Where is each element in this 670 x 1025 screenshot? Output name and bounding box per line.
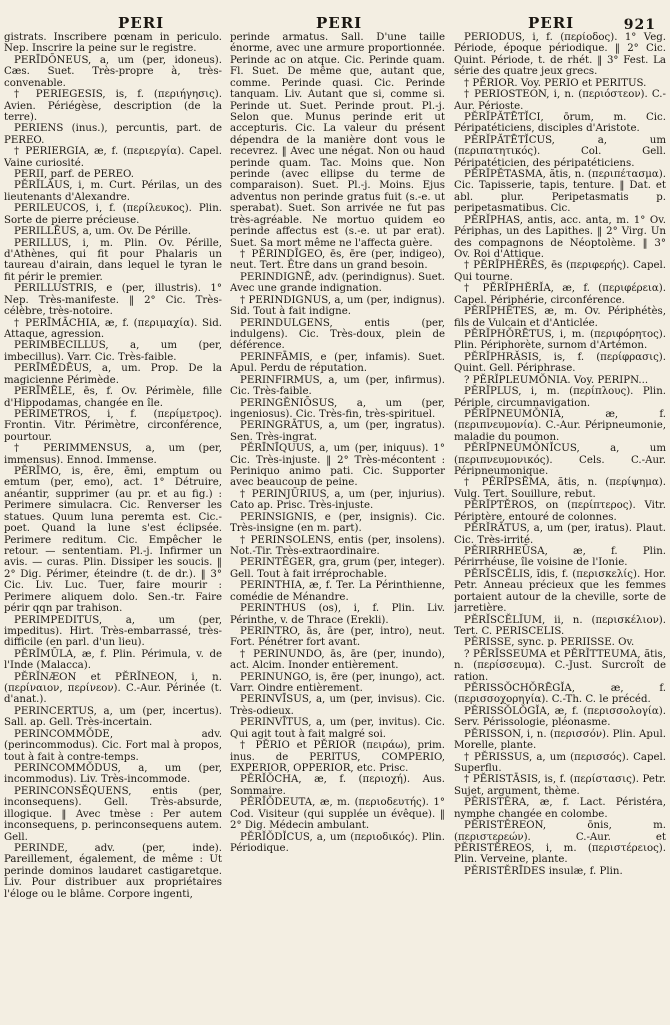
dictionary-entry: PERINVĪTUS, a, um (per, invitus). Cic. Qui agit tout à fait malgré soi. — [230, 717, 445, 740]
dictionary-entry: PERILLĒUS, a, um. Ov. De Pérille. — [14, 226, 192, 238]
dictionary-entry: † PERIEGESIS, is, f. (περιήγησις). Avien. Périégèse, description (de la terre). — [4, 89, 222, 123]
dictionary-entry: PERINTHIA, æ, f. Ter. La Périnthienne, comédie de Ménandre. — [230, 580, 445, 603]
dictionary-entry: perinde armatus. Sall. D'une taille énorme, avec une armure proportionnée. Perinde ac on atque. Cic. Perinde quam. Fl. Suet. De même que, autant que, comme. Perinde quasi. Cic. Perinde tanquam. Liv. Autant que si, comme si. Perinde ut. Suet. Perinde prout. Pl.-j. Selon que. Munus perinde erit ut accepturis. Cic. La valeur du présent dépendra de la manière dont vous le recevrez. ‖ Avec une négat. Non ou haud perinde quam. Tac. Moins que. Non perinde (avec ellipse du terme de comparaison). Suet. Pl.-j. Moins. Ejus adventus non perinde gratus fuit (s.-e. ut sperabat). Suet. Son arrivée ne fut pas très-agréable. Ne mortuo quidem eo perinde affectus est (s.-e. ut par erat). Suet. Sa mort même ne l'affecta guère. — [230, 32, 445, 249]
dictionary-entry: PĔRĬRĀTUS, a, um (per, iratus). Plaut. Cic. Très-irrité. — [454, 523, 666, 546]
dictionary-entry: PĔRĬŎDEUTA, æ, m. (περιοδευτής). 1° Cod. Visiteur (qui supplée un évêque). ‖ 2° Dig. Médecin ambulant. — [230, 797, 445, 832]
dictionary-entry: PĔRĪNĪQUUS, a, um (per, iniquus). 1° Cic. Très-injuste. ‖ 2° Très-mécontent : Periniquo animo pati. Cic. Supporter avec beaucoup de peine. — [230, 443, 445, 489]
dictionary-entry: PĔRISSE, sync. p. PERIISSE. Ov. — [464, 637, 635, 649]
dictionary-entry: PERII, parf. de PEREO. — [14, 169, 135, 181]
dictionary-entry: PĔRĬPHRĂSIS, is, f. (περίφρασις). Quint. Gell. Périphrase. — [454, 351, 666, 375]
dictionary-entry: PĔRĬSCĔLIS, ĭdis, f. (περισκελίς). Hor. Petr. Anneau précieux que les femmes portaient autour de la cheville, sorte de jarretière. — [454, 568, 666, 615]
page-number: 921 — [623, 17, 656, 33]
dictionary-entry: † PERIOSTEON, i, n. (περιόστεον). C.-Aur. Périoste. — [454, 89, 666, 112]
dictionary-entry: PĔRISSON, i, n. (περισσόν). Plin. Apul. Morelle, plante. — [454, 728, 666, 752]
dictionary-entry: PĔRĬPHAS, antis, acc. anta, m. 1° Ov. Périphas, un des Lapithes. ‖ 2° Virg. Un des compagnons de Néoptolème. ‖ 3° Ov. Roi d'Attique. — [454, 214, 666, 261]
dictionary-entry: PERINDULGENS, entis (per, indulgens). Cic. Très-doux, plein de déférence. — [230, 317, 445, 352]
dictionary-entry: † PĔRĬPHĔRĒS, ēs (περιφερής). Capel. Qui tourne. — [454, 260, 666, 283]
dictionary-entry: PĔRISSŎLŎGĬA, æ, f. (περισσολογία). Serv. Périssologie, pléonasme. — [454, 705, 666, 729]
running-head-right: PERI — [528, 14, 575, 32]
dictionary-entry: PERĪDŌNEUS, a, um (per, idoneus). Cæs. Suet. Très-propre à, très-convenable. — [4, 54, 222, 89]
dictionary-entry: PERINTĔGER, gra, grum (per, integer). Gell. Tout à fait irréprochable. — [230, 557, 445, 580]
dictionary-entry: PĔRĬPĔTASMA, ătis, n. (περιπέτασμα). Cic. Tapisserie, tapis, tenture. ‖ Dat. et abl. plur. Peripetasmatis p. peripetasmatibus. Cic. — [454, 169, 666, 215]
dictionary-entry: PĔRĬPĂTĒTĬCI, ōrum, m. Cic. Péripatéticiens, disciples d'Aristote. — [454, 111, 666, 135]
dictionary-entry: PERINGĔNIŌSUS, a, um (per, ingeniosus). Cic. Très-fin, très-spirituel. — [230, 397, 445, 420]
dictionary-entry: † PERINSOLENS, entis (per, insolens). Not.-Tir. Très-extraordinaire. — [230, 534, 445, 557]
dictionary-entry: † PĔRISTĀSIS, is, f. (περίστασις). Petr. Sujet, argument, thème. — [454, 774, 666, 797]
dictionary-entry: PĔRĬPHĒTES, æ, m. Ov. Périphétès, fils de Vulcain et d'Anticlée. — [454, 306, 666, 329]
running-head-left: PERI — [118, 14, 165, 32]
dictionary-entry: ? PĔRĬPLEUMŎNIA. Voy. PERIPN... — [464, 374, 649, 386]
dictionary-entry: PERIENS (inus.), percuntis, part. de PEREO. — [4, 123, 222, 146]
dictionary-entry: PĔRĬPHŎRĒTUS, i, m. (περιφόρητος). Plin. Périphorète, surnom d'Artémon. — [454, 328, 666, 352]
dictionary-entry: PĔRĬŎCHA, æ, f. (περιοχή). Aus. Sommaire. — [230, 774, 445, 797]
dictionary-entry: PERIMETROS, i, f. (περίμετρος). Frontin. Vitr. Périmètre, circonférence, pourtour. — [4, 408, 222, 443]
dictionary-entry: † PĔRĬPSĒMA, ătis, n. (περίψημα). Vulg. Tert. Souillure, rebut. — [454, 477, 666, 500]
dictionary-entry: † PĔRIOR. Voy. PERIO et PERITUS. — [464, 77, 647, 89]
dictionary-entry: gistrats. Inscribere pœnam in periculo. Nep. Inscrire la peine sur le registre. — [4, 32, 222, 55]
dictionary-entry: † PERINUNDO, ās, āre (per, inundo), act. Alcim. Inonder entièrement. — [230, 648, 445, 672]
dictionary-entry: PĔRĬŎDĬCUS, a, um (περιοδικός). Plin. Périodique. — [230, 831, 445, 854]
dictionary-entry: ? PĔRĬSSEUMA et PĔRĬTTEUMA, ătis, n. (περίσσευμα). C.-Just. Surcroît de ration. — [454, 648, 666, 683]
dictionary-entry: PĔRISTĔRĪDES insulæ, f. Plin. — [464, 865, 623, 877]
dictionary-entry: PĔRĬPNEUMŎNĬCUS, a, um (περιπνευμονικός). Cels. C.-Aur. Péripneumonique. — [454, 443, 666, 478]
text-column-1 — [4, 32, 222, 1022]
dictionary-entry: PERINCOMMŎDE, adv. (perincommodus). Cic. Fort mal à propos, tout à fait à contre-temps. — [4, 728, 222, 763]
dictionary-entry: † PERINDIGNUS, a, um (per, indignus). Sid. Tout à fait indigne. — [230, 294, 445, 318]
dictionary-entry: PĔRĬPLUS, i, m. (περίπλους). Plin. Périple, circumnavigation. — [454, 386, 666, 409]
text-column-2 — [230, 32, 445, 1022]
dictionary-entry: PERINDIGNĒ, adv. (perindignus). Suet. Avec une grande indignation. — [230, 271, 445, 295]
dictionary-entry: PERĪMĒLE, ēs, f. Ov. Périmèle, fille d'Hippodamas, changée en île. — [4, 386, 222, 409]
dictionary-entry: † PĔRĬPHĔRĬA, æ, f. (περιφέρεια). Capel. Périphérie, circonférence. — [454, 283, 666, 306]
dictionary-entry: † PĔRISSUS, a, um (περισσός). Capel. Superflu. — [454, 751, 666, 774]
dictionary-entry: † PERIMMENSUS, a, um (per, immensus). Ennod. Immense. — [4, 443, 222, 466]
dictionary-entry: PERINFĀMIS, e (per, infamis). Suet. Apul. Perdu de réputation. — [230, 351, 445, 375]
dictionary-entry: PĔRISTĔRA, æ, f. Lact. Péristéra, nymphe changée en colombe. — [454, 797, 666, 820]
dictionary-entry: PERIMBECILLUS, a, um (per, imbecillus). Varr. Cic. Très-faible. — [4, 340, 222, 363]
dictionary-entry: PĔRĬPTĔROS, on (περίπτερος). Vitr. Périptère, entouré de colonnes. — [454, 500, 666, 523]
dictionary-entry: PĔRISTĔREON, ōnis, m. (περιστερεών). C.-Aur. et PĔRISTĔREOS, i, m. (περιστέρειος). Plin. Verveine, plante. — [454, 820, 666, 866]
dictionary-entry: PERILEUCOS, i, f. (περίλευκος). Plin. Sorte de pierre précieuse. — [4, 203, 222, 226]
dictionary-entry: PERILLUS, i, m. Plin. Ov. Pérille, d'Athènes, qui fit pour Phalaris un taureau d'airain, dans lequel le tyran le fit périr le premier. — [4, 237, 222, 283]
dictionary-entry: PĔRĬPNEUMŎNIA, æ, f. (περιπνευμονία). C.-Aur. Péripneumonie, maladie du poumon. — [454, 408, 666, 443]
dictionary-entry: † PĔRIO et PĔRIOR (πειράω), prim. inus. de PERITUS, COMPERIO, EXPERIOR, OPPERIOR, etc. Prisc. — [230, 740, 445, 774]
dictionary-entry: PĔRĬMŪLA, æ, f. Plin. Périmula, v. de l'Inde (Malacca). — [4, 648, 222, 672]
dictionary-entry: PĔRĬMO, is, ēre, ēmi, emptum ou emtum (per, emo), act. 1° Détruire, anéantir, supprimer (au pr. et au fig.) : Perimere simulacra. Cic. Renverser les statues. Quum luna peremta est. Cic.-poet. Quand la lune s'est éclipsée. Perimere reditum. Cic. Empêcher le retour. — sententiam. Pl.-j. Infirmer un avis. — curas. Plin. Dissiper les soucis. ‖ 2° Dig. Périmer, éteindre (t. de dr.). ‖ 3° Cic. Liv. Luc. Tuer, faire mourir : Perimere aliquem dolo. Sen.-tr. Faire périr qqn par trahison. — [4, 466, 222, 615]
dictionary-entry: † PERIERGIA, æ, f. (περιεργία). Capel. Vaine curiosité. — [4, 146, 222, 169]
dictionary-entry: PERINTRO, ās, āre (per, intro), neut. Fort. Pénétrer fort avant. — [230, 625, 445, 649]
running-head-center: PERI — [316, 14, 363, 32]
dictionary-entry: PERIMPEDITUS, a, um (per, impeditus). Hirt. Très-embarrassé, très-difficile (en parl. d'un lieu). — [4, 614, 222, 649]
dictionary-entry: PERINCERTUS, a, um (per, incertus). Sall. ap. Gell. Très-incertain. — [4, 705, 222, 729]
dictionary-entry: PĔRĬNÆON et PĔRĬNEON, i, n. (περίναιον, περίνεον). C.-Aur. Périnée (t. d'anat.). — [4, 671, 222, 706]
dictionary-entry: PERĪMĒDĒUS, a, um. Prop. De la magicienne Périmède. — [4, 363, 222, 386]
dictionary-entry: PERINFIRMUS, a, um (per, infirmus). Cic. Très-faible. — [230, 374, 445, 398]
dictionary-entry: PERINUNGO, is, ēre (per, inungo), act. Varr. Oindre entièrement. — [230, 671, 445, 695]
dictionary-entry: PERINVĪSUS, a, um (per, invisus). Cic. Très-odieux. — [230, 694, 445, 717]
dictionary-entry: PĔRĬŎDUS, i, f. (περίοδος). 1° Veg. Période, époque périodique. ‖ 2° Cic. Quint. Période, t. de rhét. ‖ 3° Fest. La série des quatre jeux grecs. — [454, 32, 666, 78]
dictionary-entry: PERINCONSĔQUENS, entis (per, inconsequens). Gell. Très-absurde, illogique. ‖ Avec tmèse : Per autem inconsequens, p. perinconsequens autem. Gell. — [4, 785, 222, 843]
dictionary-entry: † PERINJŪRIUS, a, um (per, injurius). Cato ap. Prisc. Très-injuste. — [230, 488, 445, 512]
text-column-3 — [454, 32, 666, 1022]
dictionary-entry: † PĔRINDĬGEO, ēs, ēre (per, indigeo), neut. Tert. Être dans un grand besoin. — [230, 249, 445, 272]
dictionary-entry: PERINDE, adv. (per, inde). Pareillement, également, de même : Ut perinde dominos laudaret castigaretque. Liv. Pour distribuer aux propriétaires l'éloge ou le blâme. Corpore ingenti, — [4, 842, 222, 900]
dictionary-entry: PERINTHUS (os), i, f. Plin. Liv. Périnthe, v. de Thrace (Erekli). — [230, 603, 445, 626]
dictionary-entry: PERINGRĀTUS, a, um (per, ingratus). Sen. Très-ingrat. — [230, 420, 445, 443]
dictionary-entry: PĔRISSŎCHŎRĒGĬA, æ, f. (περισσοχορηγία). C.-Th. C. le précéd. — [454, 683, 666, 706]
dictionary-entry: PĔRĬLĀUS, i, m. Curt. Périlas, un des lieutenants d'Alexandre. — [4, 180, 222, 203]
dictionary-entry: PĔRIRRHEŪSA, æ, f. Plin. Périrrhéuse, île voisine de l'Ionie. — [454, 545, 666, 569]
dictionary-entry: † PERĪMĀCHIA, æ, f. (περιμαχία). Sid. Attaque, agression. — [4, 317, 222, 340]
dictionary-entry: PERILLUSTRIS, e (per, illustris). 1° Nep. Très-manifeste. ‖ 2° Cic. Très-célèbre, très-notoire. — [4, 283, 222, 318]
dictionary-entry: PĔRĬPĂTĒTĬCUS, a, um (περιπατητικός). Col. Gell. Péripatéticien, des péripatéticiens. — [454, 134, 666, 169]
dictionary-entry: PĔRĬSCĔLĬUM, ii, n. (περισκέλιον). Tert. C. PERISCELIS. — [454, 614, 666, 637]
dictionary-entry: PERINSIGNIS, e (per, insignis). Cic. Très-insigne (en m. part). — [230, 511, 445, 535]
dictionary-entry: PERINCOMMŎDUS, a, um (per, incommodus). Liv. Très-incommode. — [4, 763, 222, 786]
